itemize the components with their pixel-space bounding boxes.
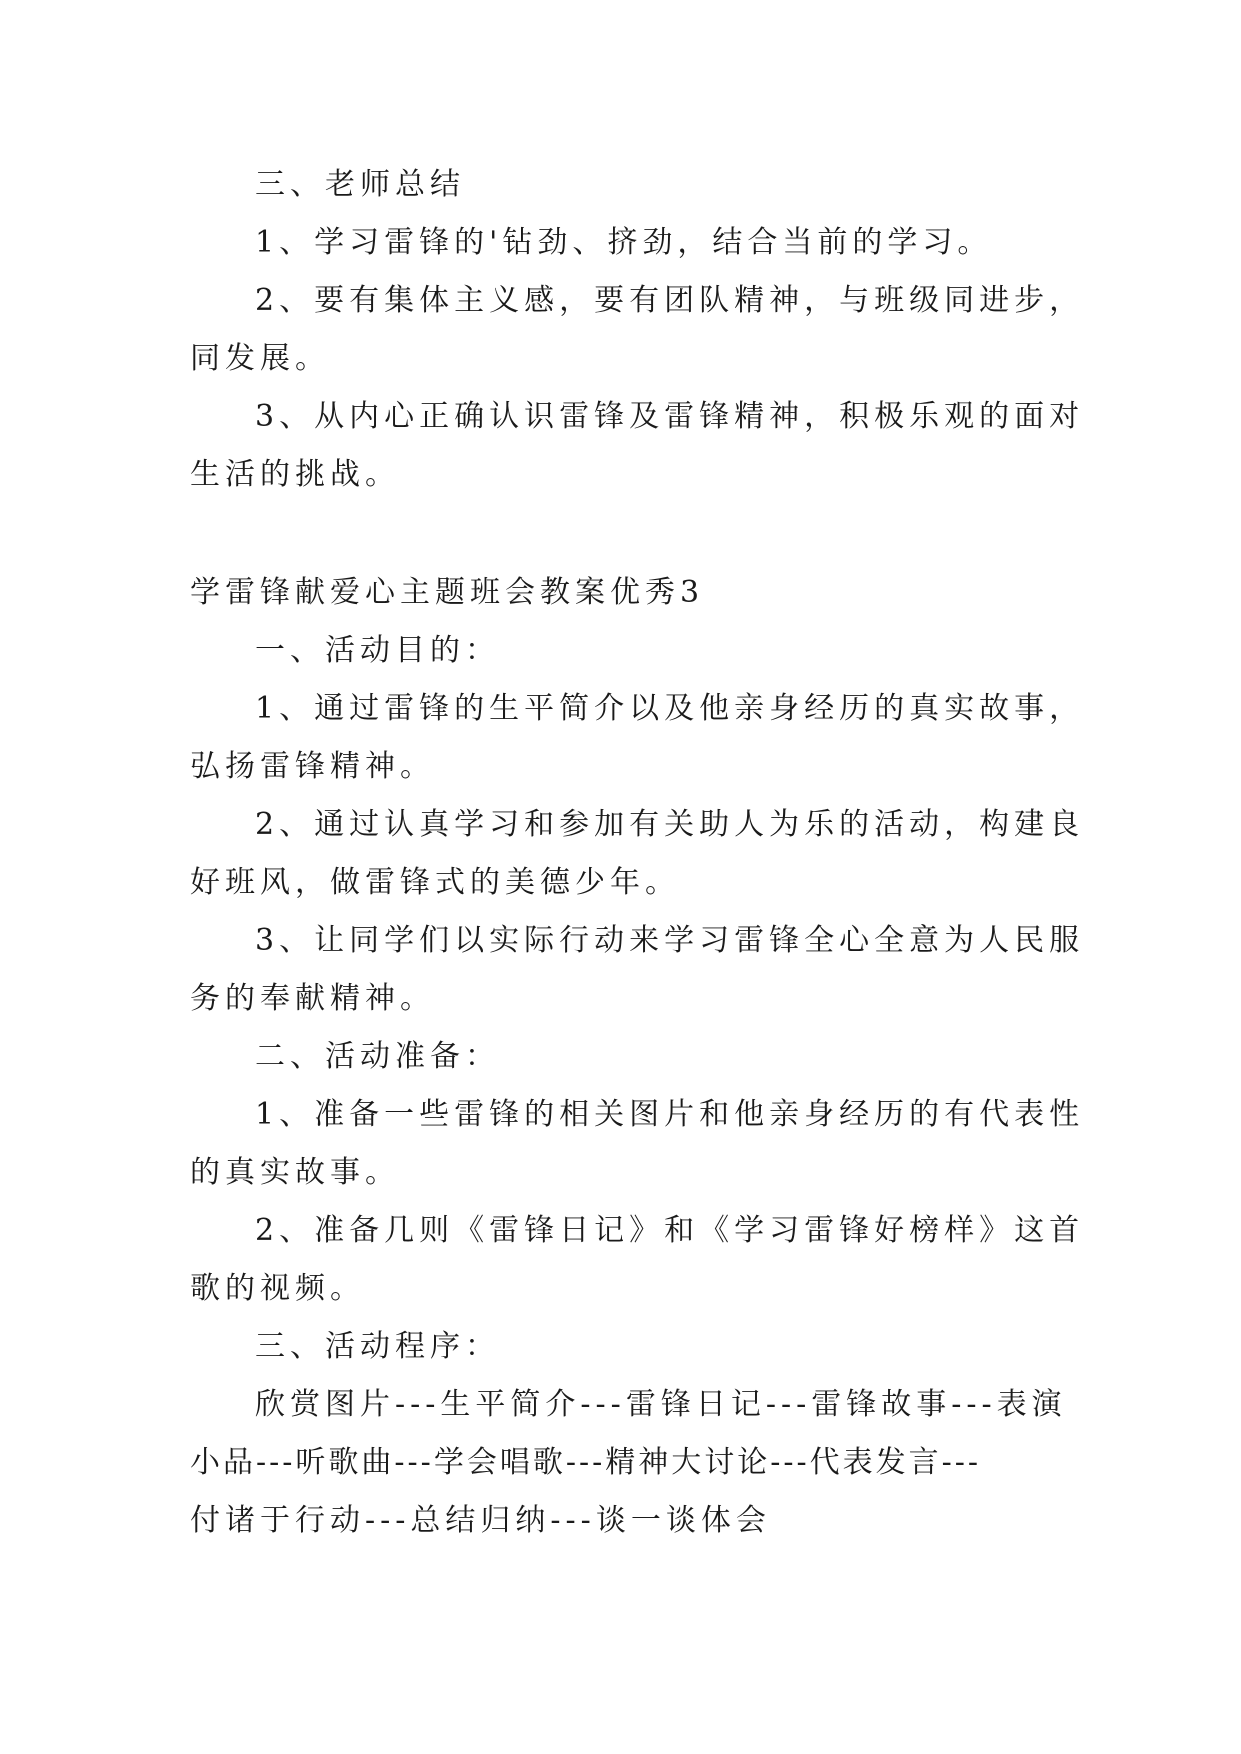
paragraph-line: 1、通过雷锋的生平简介以及他亲身经历的真实故事， [255, 691, 1085, 726]
paragraph-line: 1、学习雷锋的'钻劲、挤劲，结合当前的学习。 [255, 225, 993, 260]
paragraph-line: 2、通过认真学习和参加有关助人为乐的活动，构建良 [255, 807, 1085, 842]
paragraph-line: 务的奉献精神。 [190, 981, 435, 1016]
paragraph-line: 3、让同学们以实际行动来学习雷锋全心全意为人民服 [255, 923, 1085, 958]
paragraph-line: 2、准备几则《雷锋日记》和《学习雷锋好榜样》这首 [255, 1213, 1085, 1248]
paragraph-line: 1、准备一些雷锋的相关图片和他亲身经历的有代表性 [255, 1097, 1085, 1132]
paragraph-line: 3、从内心正确认识雷锋及雷锋精神，积极乐观的面对 [255, 399, 1085, 434]
paragraph-line: 小品---听歌曲---学会唱歌---精神大讨论---代表发言--- [190, 1445, 982, 1480]
paragraph-line: 好班风，做雷锋式的美德少年。 [190, 865, 680, 900]
paragraph-line: 付诸于行动---总结归纳---谈一谈体会 [190, 1503, 771, 1538]
document-title: 学雷锋献爱心主题班会教案优秀3 [190, 575, 705, 610]
paragraph-line: 弘扬雷锋精神。 [190, 749, 435, 784]
paragraph-line: 生活的挑战。 [190, 457, 400, 492]
paragraph-line: 的真实故事。 [190, 1155, 400, 1190]
paragraph-line: 歌的视频。 [190, 1271, 365, 1306]
section-heading-activity-procedure: 三、活动程序： [255, 1329, 500, 1364]
paragraph-line: 同发展。 [190, 341, 330, 376]
section-heading-activity-goal: 一、活动目的： [255, 633, 500, 668]
section-heading-teacher-summary: 三、老师总结 [255, 167, 465, 202]
paragraph-line: 欣赏图片---生平简介---雷锋日记---雷锋故事---表演 [255, 1387, 1067, 1422]
section-heading-activity-prep: 二、活动准备： [255, 1039, 500, 1074]
paragraph-line: 2、要有集体主义感，要有团队精神，与班级同进步， [255, 283, 1085, 318]
